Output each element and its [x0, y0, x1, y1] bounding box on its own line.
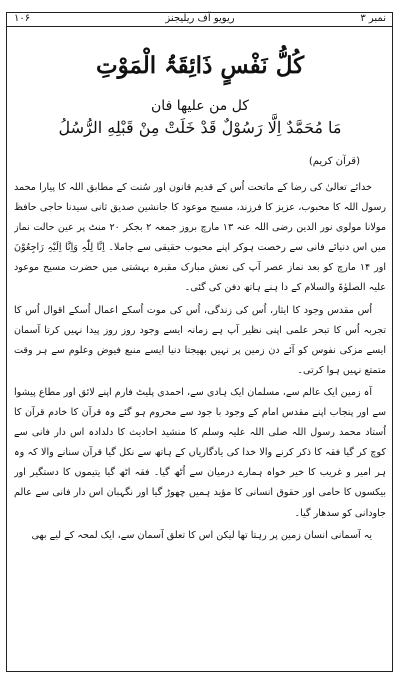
source-citation: (قرآن کریم) [308, 156, 360, 167]
paragraph-1: خدائے تعالیٰ کی رضا کے ماتحت اُس کے قدیم قانون اور سُنت کے مطابق اللہ کا پیارا محمد رسول اللہ کا محبوب، عزیز کا فرزند، مسیح موعود کا جانشین صدیق ثانی سیدنا حاجی حافظ مولانا مولوی نور الدین رضی اللہ عنہ ۱۳ مارچ بروز جمعہ ۲ بجکر ۲۰ منٹ پر عین حالت نماز میں اس دنیائے فانی سے رخصت ہوکر اپنے محبوب حقیقی سے جاملا۔ اِنَّا لِلّٰہِ وَاِنَّا اِلَیْہِ رَاجِعُوْنَ اور ۱۴ مارچ کو بعد نماز عصر آپ کی نعش مبارک مقبرہ بہشتی میں حضرت مسیح موعود علیہ الصلوٰۃ والسلام کے دا ہنے ہاتھ دفن کی گئی۔ [14, 182, 386, 294]
running-header [14, 11, 386, 26]
subtitle-verse-1: کل من علیها فان [151, 98, 249, 114]
paragraph-4: یہ آسمانی انسان زمین پر رہتا تھا لیکن اس کا تعلق آسمان سے، ایک لمحہ کے لیے بھی [31, 529, 372, 541]
header-rule [6, 26, 393, 27]
paragraph-3: آہ زمین ایک عالم سے، مسلمان ایک ہادی سے، احمدی پلیٹ فارم اپنے لائق اور مطاع پیشوا سے اور پنجاب اپنے مقدس امام کے وجود با جود سے محروم ہو گئے وہ قرآن کا خادم قرآن کا اُستاد محمد رسول اللہ صلی اللہ علیہ وسلم کا منشید احادیث کا دلدادہ اس دار فانی سے کوچ کر گیا فقہ کا ذکر کرنے والا خدا کی یادگاریاں کے ہاتھ سے نکل گیا قرآن سنانے والا کہ وہ ہر امیر و غریب کا خیر خواہ ہمارے درمیان سے اُٹھ گیا۔ فقہ اٹھ گیا یتیموں کا دستگیر اور بیکسوں کا حامی اور حقوق انسانی کا مؤید ہمیں چھوڑ گیا اور نگہبان اس دار فانی سے عالم جاودانی کو سدھار گیا۔ [14, 386, 386, 519]
page-title: کُلُّ نَفْسٍ ذَائِقَۃُ الْمَوْتِ [95, 52, 305, 79]
paragraph-2: اُس مقدس وجود کا ایثار، اُس کی زندگی، اُس کی موت اُسکے اعمال اُسکے اقوال اُس کا تجربہ اُس کا تبحر علمی اپنی نظیر آپ ہے زمانہ ایسے وجود روز روز پیدا نہیں کرتا آسمان ایسے مزکی نفوس کو آئے دن زمین پر نہیں بھیجتا دنیا ایسے منبع فیوض وعلوم سے ہر وقت متمتع نہیں ہوا کرتی۔ [14, 304, 386, 376]
page-number: ۱۰۶ [14, 13, 31, 24]
journal-name: ریویو آف ریلیجنز [165, 13, 235, 24]
issue-number: نمبر ۳ [360, 13, 386, 24]
article-body [14, 178, 386, 670]
subtitle-verse-2: مَا مُحَمَّدٌ اِلَّا رَسُوْلٌ قَدْ خَلَتْ مِنْ قَبْلِهِ الرُّسُلُ [58, 118, 342, 137]
